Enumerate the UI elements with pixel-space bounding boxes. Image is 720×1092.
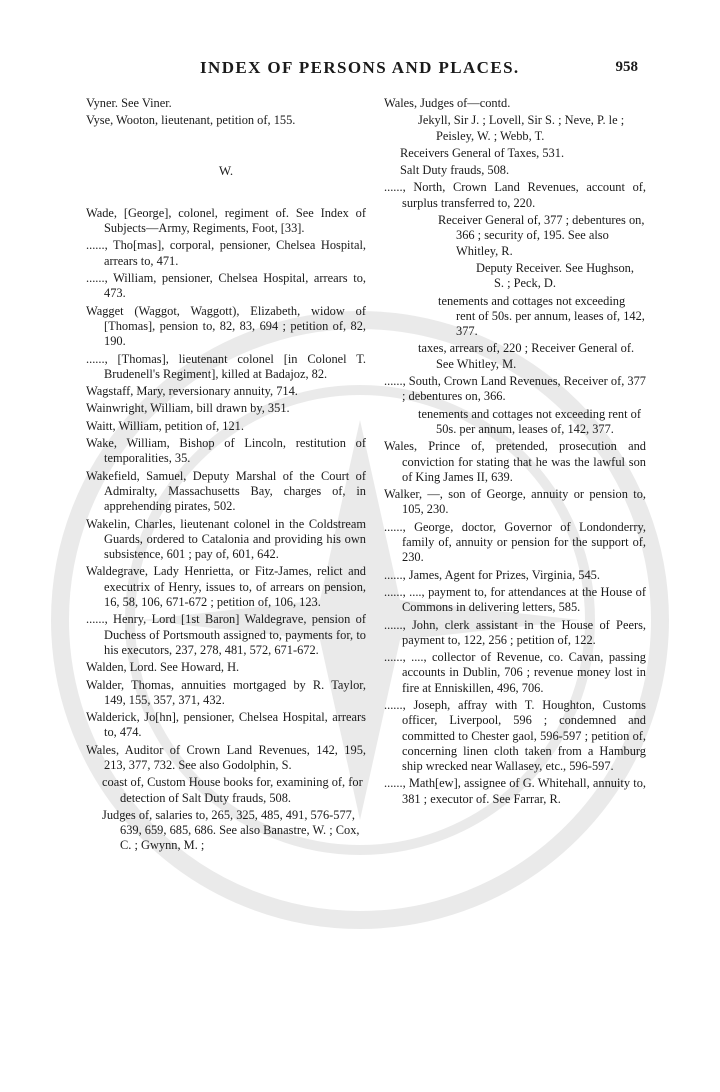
left-entries [86,206,366,854]
page-header [0,58,720,82]
index-entry: Wales, Auditor of Crown Land Revenues, 142, 195, 213, 377, 732. See also Godolphin, S. [86,742,366,772]
index-entry: ......, Tho[mas], corporal, pensioner, Chelsea Hospital, arrears to, 471. [86,238,366,268]
index-entry: tenements and cottages not exceeding rent of 50s. per annum, leases of, 142, 377. [438,293,645,339]
index-entry: Vyner. See Viner. [86,96,172,110]
left-column [86,96,366,856]
index-entry: tenements and cottages not exceeding rent of 50s. per annum, leases of, 142, 377. [418,406,641,436]
index-entry: ......, South, Crown Land Revenues, Receiver of, 377 ; debentures on, 366. [384,374,646,404]
index-entry: Wakelin, Charles, lieutenant colonel in the Coldstream Guards, ordered to Catalonia and providing his own subsistence, 601 ; pay of, 601, 642. [86,516,366,562]
index-entry: Wales, Prince of, pretended, prosecution and conviction for stating that he was the lawful son of King James II, 639. [384,439,646,484]
index-entry: Walder, Thomas, annuities mortgaged by R. Taylor, 149, 155, 357, 371, 432. [86,677,366,707]
index-entry: ......, Henry, Lord [1st Baron] Waldegrave, pension of Duchess of Portsmouth assigned to, payments for, to his executors, 237, 278, 481, 572, 671-672. [86,612,366,657]
index-entry: Wake, William, Bishop of Lincoln, restitution of temporalities, 35. [86,436,366,466]
index-entry: Waldegrave, Lady Henrietta, or Fitz-James, relict and executrix of Henry, issues to, of arrears on pension, 16, 58, 106, 671-672 ; petition of, 106, 123. [86,564,366,610]
right-column [384,96,646,809]
index-entry: Judges of, salaries to, 265, 325, 485, 491, 576-577, 639, 659, 685, 686. See also Banastre, W. ; Cox, C. ; Gwynn, M. ; [102,807,360,853]
index-entry: Wade, [George], colonel, regiment of. See Index of Subjects—Army, Regiments, Foot, [33]. [86,205,366,236]
index-entry: ......, George, doctor, Governor of Londonderry, family of, annuity or pension for the support of, 230. [384,519,646,565]
index-entry: Wales, Judges of—contd. [384,96,511,110]
index-entry: taxes, arrears of, 220 ; Receiver General of. See Whitley, M. [418,341,635,371]
index-entry: ......, William, pensioner, Chelsea Hospital, arrears to, 473. [86,271,366,301]
index-entry: Salt Duty frauds, 508. [400,163,510,178]
index-entry: coast of, Custom House books for, examining of, for detection of Salt Duty frauds, 508. [102,775,363,805]
index-entry: Receivers General of Taxes, 531. [400,145,565,160]
index-entry: ......, James, Agent for Prizes, Virginia, 545. [384,567,600,582]
index-entry: ......, ...., collector of Revenue, co. Cavan, passing accounts in Dublin, 706 ; revenue money lost in fire at Enniskillen, 496, 706. [384,650,646,695]
right-entries [384,96,646,807]
page-number: 958 [615,59,638,75]
index-entry: Wagget (Waggot, Waggott), Elizabeth, widow of [Thomas], pension to, 82, 83, 694 ; petition of, 82, 190. [86,303,366,349]
index-entry: Waitt, William, petition of, 121. [86,418,244,433]
index-entry: Walden, Lord. See Howard, H. [86,660,240,675]
index-entry: Receiver General of, 377 ; debentures on, 366 ; security of, 195. See also Whitley, R. [438,213,645,258]
index-entry: ......, Joseph, affray with T. Houghton, Customs officer, Liverpool, 596 ; condemned and committed to Chester gaol, 596-597 ; petition of, concerning linen cloth taken from a Hamburg ship wrecked near Wallasey, etc., 596-597. [384,697,646,774]
index-entry: Wakefield, Samuel, Deputy Marshal of the Court of Admiralty, Massachusetts Bay, charges of, in apprehending pirates, 502. [86,468,366,514]
index-entry: Deputy Receiver. See Hughson, S. ; Peck, D. [476,260,634,291]
index-entry: ......, North, Crown Land Revenues, account of, surplus transferred to, 220. [384,180,646,210]
index-entry: ......, [Thomas], lieutenant colonel [in Colonel T. Brudenell's Regiment], killed at Badajoz, 82. [86,351,366,381]
index-entry: ......, ...., payment to, for attendances at the House of Commons in delivering letters, 585. [384,584,646,615]
index-entry: Vyse, Wooton, lieutenant, petition of, 155. [86,113,296,128]
page-title: INDEX OF PERSONS AND PLACES. [200,58,520,77]
index-entry: Walderick, Jo[hn], pensioner, Chelsea Hospital, arrears to, 474. [86,710,366,740]
index-entry: ......, John, clerk assistant in the House of Peers, payment to, 122, 256 ; petition of, 122. [384,617,646,647]
index-entry: Wagstaff, Mary, reversionary annuity, 714. [86,384,298,399]
index-entry: Walker, —, son of George, annuity or pension to, 105, 230. [384,487,646,517]
section-letter: W. [218,162,234,178]
index-entry: Wainwright, William, bill drawn by, 351. [86,401,290,416]
index-entry: ......, Math[ew], assignee of G. Whitehall, annuity to, 381 ; executor of. See Farrar, R. [384,776,646,806]
index-entry: Jekyll, Sir J. ; Lovell, Sir S. ; Neve, P. le ; Peisley, W. ; Webb, T. [418,113,625,143]
